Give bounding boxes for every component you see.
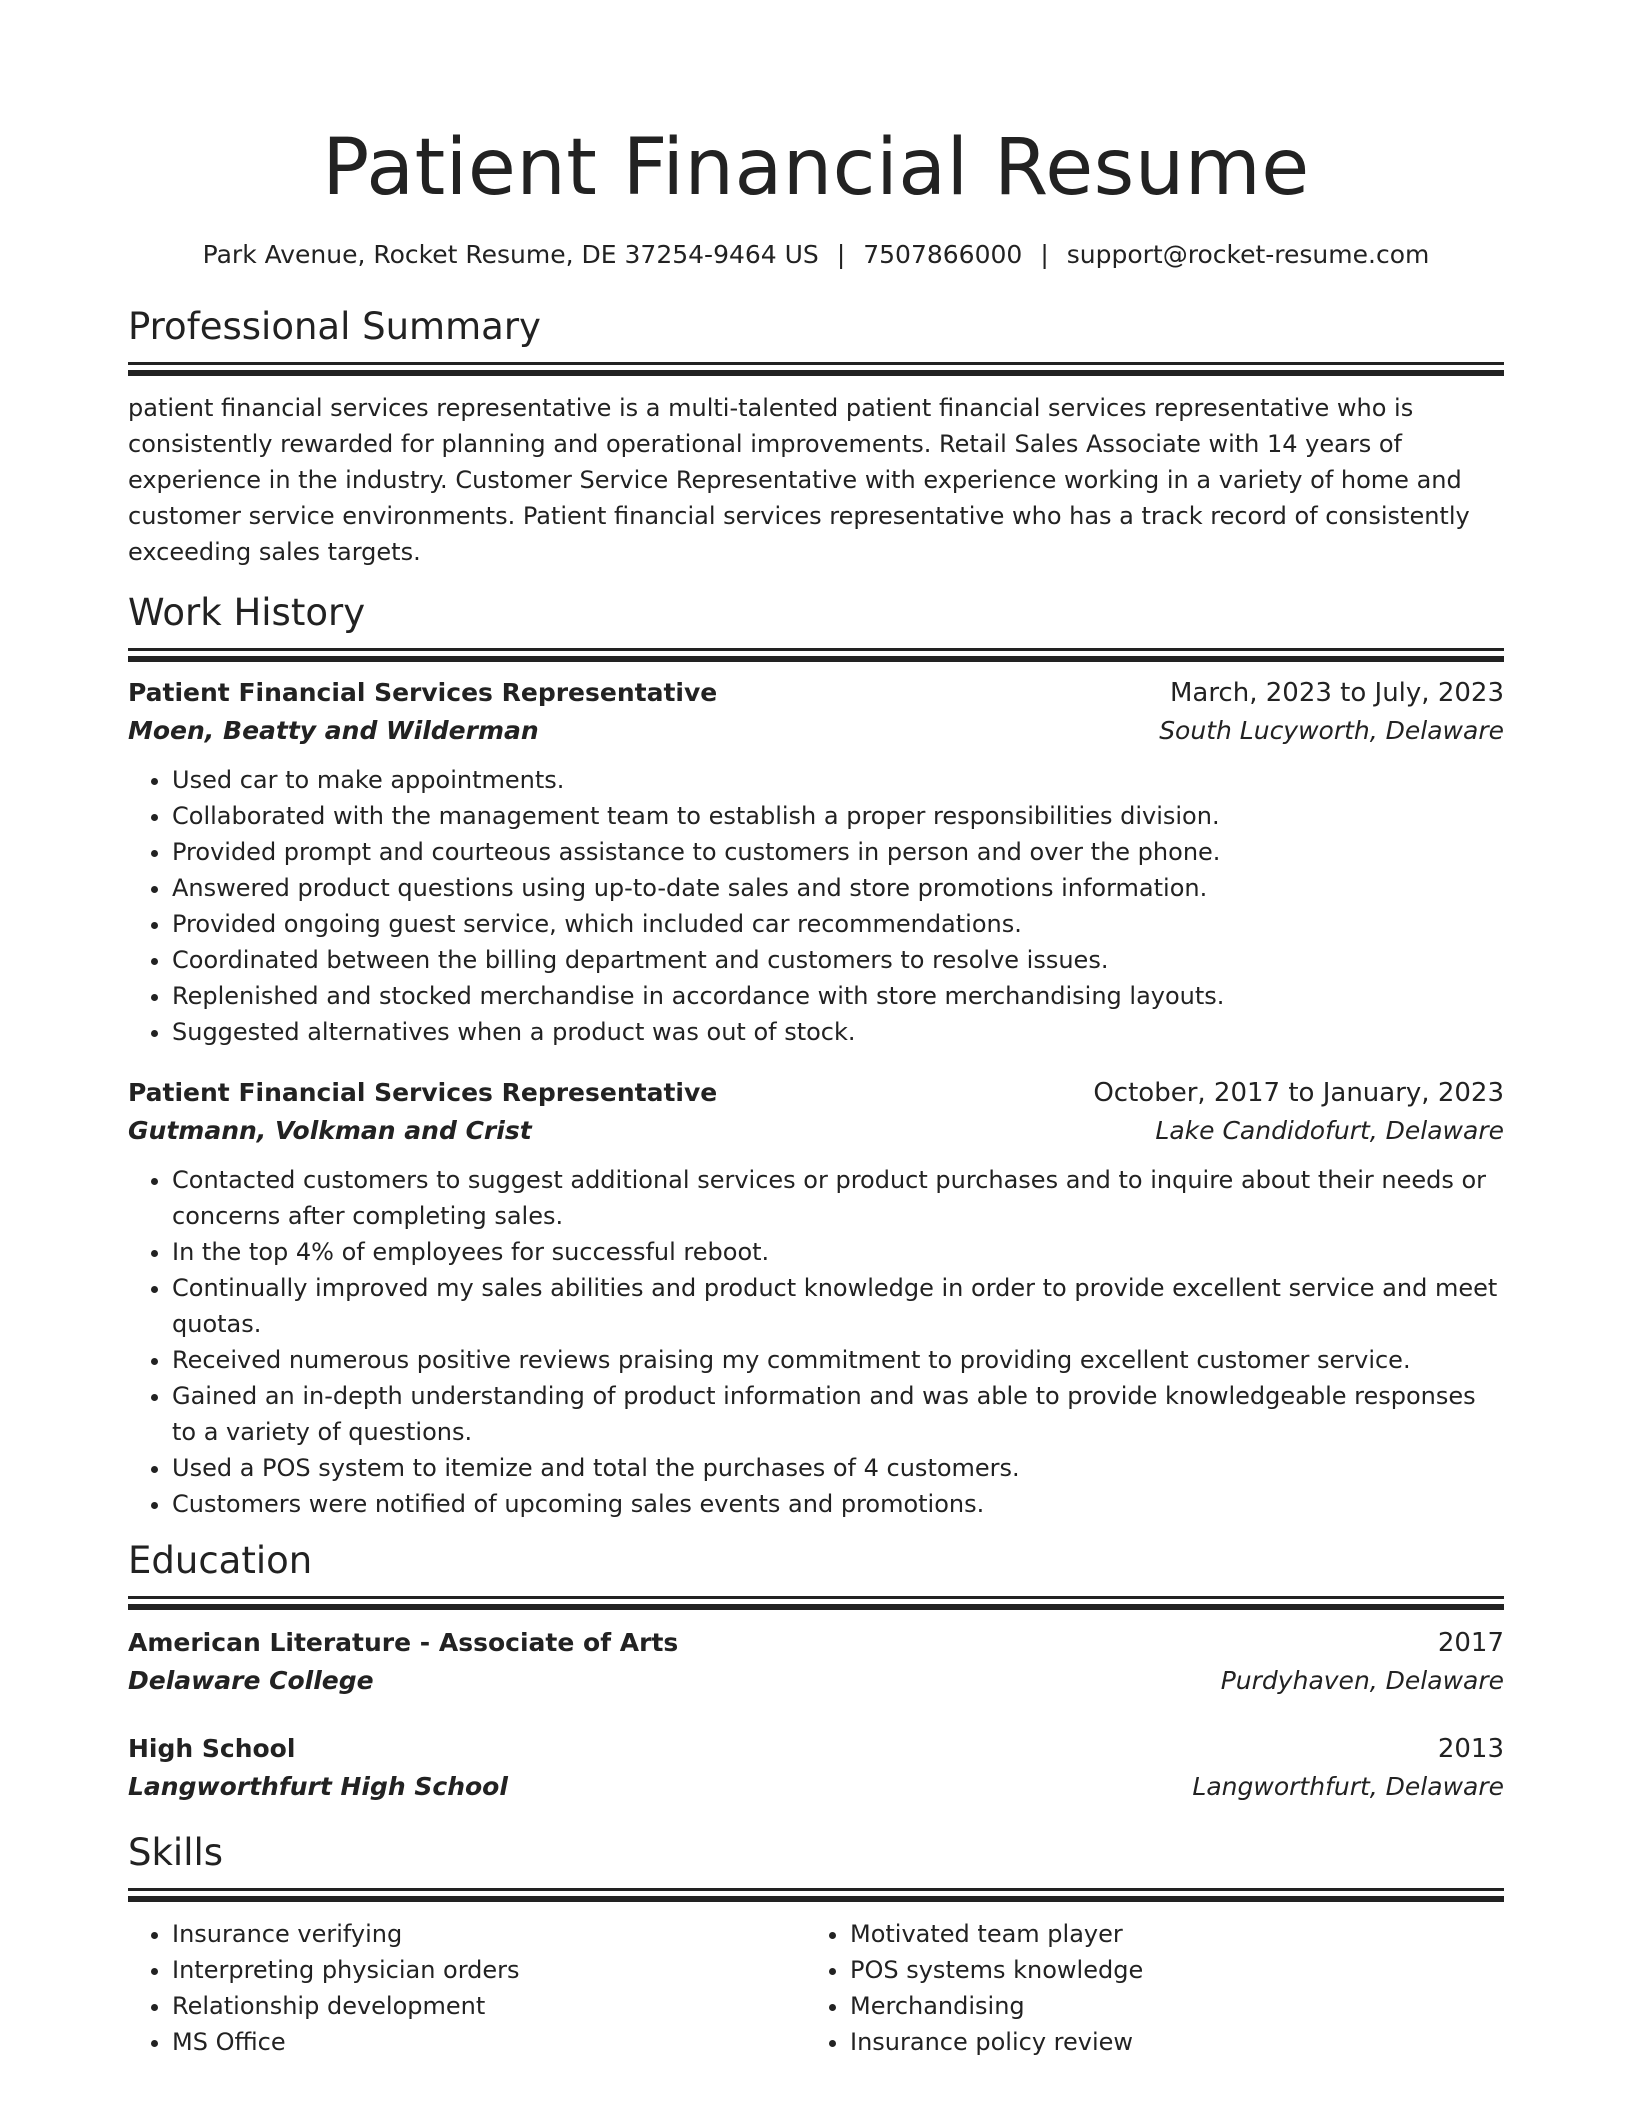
job-bullets xyxy=(128,762,1504,1050)
contact-line xyxy=(128,238,1504,272)
section-title-education: Education xyxy=(128,1539,313,1582)
list-item: • Provided ongoing guest service, which included car recommendations. xyxy=(172,906,1504,942)
job-dates: October, 2017 to January, 2023 xyxy=(1093,1078,1504,1108)
education-entry xyxy=(128,1730,1504,1806)
contact-separator: | xyxy=(836,240,846,269)
section-title-work: Work History xyxy=(128,591,366,634)
job-entry xyxy=(128,1074,1504,1522)
section-title-skills: Skills xyxy=(128,1831,224,1874)
skills-columns xyxy=(128,1916,1504,2060)
job-employer: Moen, Beatty and Wilderman xyxy=(128,716,539,745)
list-item: • Insurance policy review xyxy=(850,2024,1484,2060)
list-item: • Merchandising xyxy=(850,1988,1484,2024)
education-degree: American Literature - Associate of Arts xyxy=(128,1628,679,1657)
section-divider xyxy=(128,1596,1504,1599)
summary-section xyxy=(128,302,1504,570)
skills-list-left xyxy=(128,1916,806,2060)
contact-email: support@rocket-resume.com xyxy=(1066,240,1430,269)
section-title-summary: Professional Summary xyxy=(128,305,541,348)
list-item: • Continually improved my sales abilities and product knowledge in order to provide excellent service and meet quotas. xyxy=(172,1270,1504,1342)
education-entry xyxy=(128,1624,1504,1700)
job-location: South Lucyworth, Delaware xyxy=(1159,716,1504,745)
skills-section xyxy=(128,1828,1504,2060)
list-item: • Customers were notified of upcoming sales events and promotions. xyxy=(172,1486,1504,1522)
job-employer: Gutmann, Volkman and Crist xyxy=(128,1116,532,1145)
education-section xyxy=(128,1536,1504,1806)
contact-separator: | xyxy=(1040,240,1049,269)
section-divider xyxy=(128,362,1504,365)
list-item: • MS Office xyxy=(172,2024,806,2060)
list-item: • Interpreting physician orders xyxy=(172,1952,806,1988)
contact-phone: 7507866000 xyxy=(863,240,1023,269)
list-item: • Contacted customers to suggest additional services or product purchases and to inquire about their needs or concerns after completing sales. xyxy=(172,1162,1504,1234)
list-item: • Coordinated between the billing department and customers to resolve issues. xyxy=(172,942,1504,978)
list-item: • Used car to make appointments. xyxy=(172,762,1504,798)
education-school: Langworthfurt High School xyxy=(128,1772,508,1801)
list-item: • In the top 4% of employees for successful reboot. xyxy=(172,1234,1504,1270)
list-item: • Gained an in-depth understanding of product information and was able to provide knowledgeable responses to a variety of questions. xyxy=(172,1378,1504,1450)
list-item: • Received numerous positive reviews praising my commitment to providing excellent customer service. xyxy=(172,1342,1504,1378)
job-bullets xyxy=(128,1162,1504,1522)
list-item: • Relationship development xyxy=(172,1988,806,2024)
section-divider xyxy=(128,1888,1504,1891)
section-divider-thick xyxy=(128,1604,1504,1610)
list-item: • Provided prompt and courteous assistance to customers in person and over the phone. xyxy=(172,834,1504,870)
job-title: Patient Financial Services Representative xyxy=(128,1078,718,1107)
work-history-section xyxy=(128,588,1504,1522)
education-year: 2013 xyxy=(1437,1734,1504,1764)
job-entry xyxy=(128,674,1504,1050)
education-location: Langworthfurt, Delaware xyxy=(1192,1772,1504,1801)
job-location: Lake Candidofurt, Delaware xyxy=(1155,1116,1504,1145)
summary-text: patient financial services representative is a multi-talented patient financial services representative who is consistently rewarded for planning and operational improvements. Retail Sales Associate with 14 years of experience in the industry. Customer Service Representative with experience working in a variety of home and customer service environments. Patient financial services representative who has a track record of consistently exceeding sales targets. xyxy=(128,394,1470,566)
job-dates: March, 2023 to July, 2023 xyxy=(1169,678,1504,708)
education-location: Purdyhaven, Delaware xyxy=(1220,1666,1504,1695)
list-item: • POS systems knowledge xyxy=(850,1952,1484,1988)
skills-list-right xyxy=(806,1916,1484,2060)
job-title: Patient Financial Services Representative xyxy=(128,678,718,707)
section-divider xyxy=(128,648,1504,651)
education-degree: High School xyxy=(128,1734,296,1763)
section-divider-thick xyxy=(128,1896,1504,1902)
list-item: • Motivated team player xyxy=(850,1916,1484,1952)
resume-page xyxy=(128,0,1504,2060)
list-item: • Insurance verifying xyxy=(172,1916,806,1952)
list-item: • Used a POS system to itemize and total the purchases of 4 customers. xyxy=(172,1450,1504,1486)
list-item: • Collaborated with the management team to establish a proper responsibilities division. xyxy=(172,798,1504,834)
contact-address: Park Avenue, Rocket Resume, DE 37254-9464 US xyxy=(202,240,819,269)
education-school: Delaware College xyxy=(128,1666,374,1695)
section-divider-thick xyxy=(128,370,1504,376)
list-item: • Answered product questions using up-to-date sales and store promotions information. xyxy=(172,870,1504,906)
list-item: • Suggested alternatives when a product was out of stock. xyxy=(172,1014,1504,1050)
education-year: 2017 xyxy=(1437,1628,1504,1658)
resume-name: Patient Financial Resume xyxy=(322,123,1310,213)
list-item: • Replenished and stocked merchandise in accordance with store merchandising layouts. xyxy=(172,978,1504,1014)
section-divider-thick xyxy=(128,656,1504,662)
